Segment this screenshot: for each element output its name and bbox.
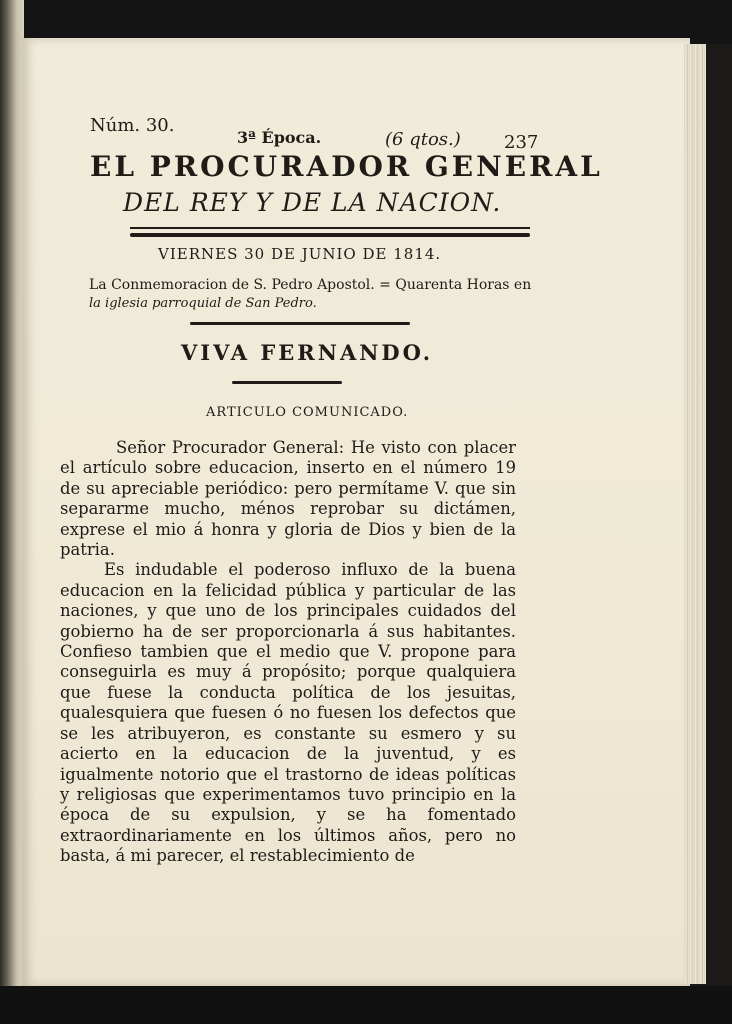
commemoration-line-2: la iglesia parroquial de San Pedro. (89, 296, 317, 311)
price-label: (6 qtos.) (385, 129, 461, 150)
masthead-title: EL PROCURADOR GENERAL (90, 150, 603, 183)
banner-divider (232, 381, 342, 384)
banner-title: VIVA FERNANDO. (181, 340, 434, 365)
article-body (60, 438, 516, 867)
issue-number: Núm. 30. (90, 115, 175, 136)
page-number: 237 (504, 132, 539, 153)
article-paragraph: Señor Procurador General: He visto con placer el artículo sobre educacion, inserto en el número 19 de su apreciable periódico: pero permítame V. que sin separarme mucho, ménos reprobar su dictámen, exprese el mio á honra y gloria de Dios y bien de la patria. (60, 438, 516, 560)
epoch-label: 3ª Época. (237, 128, 322, 147)
page-stack-edge (684, 44, 706, 984)
masthead-rule (130, 233, 530, 237)
article-paragraph: Es indudable el poderoso influxo de la buena educacion en la felicidad pública y particular de las naciones, y que uno de los principales cuidados del gobierno ha de ser proporcionarla á sus habitantes. Confieso tambien que el medio que V. propone para conseguirla es muy á propósito; porque qualquiera que fuese la conducta política de los jesuitas, qualesquiera que fuesen ó no fuesen los defectos que se les atribuyeron, es constante su esmero y su acierto en la educacion de la juventud, y es igualmente notorio que el trastorno de ideas políticas y religiosas que experimentamos tuvo principio en la época de su expulsion, y se ha fomentado extraordinariamente en los últimos años, pero no basta, á mi parecer, el restablecimiento de (60, 560, 516, 866)
article-heading: ARTICULO COMUNICADO. (206, 405, 409, 420)
section-divider (190, 322, 410, 325)
masthead-subtitle: DEL REY Y DE LA NACION. (123, 188, 502, 217)
commemoration-line-1: La Conmemoracion de S. Pedro Apostol. = Quarenta Horas en (89, 277, 532, 293)
masthead-rule-thin (130, 227, 530, 229)
issue-date: VIERNES 30 DE JUNIO DE 1814. (158, 245, 442, 263)
book-spine-edge (0, 0, 24, 1024)
scan-background-bottom (0, 986, 732, 1024)
